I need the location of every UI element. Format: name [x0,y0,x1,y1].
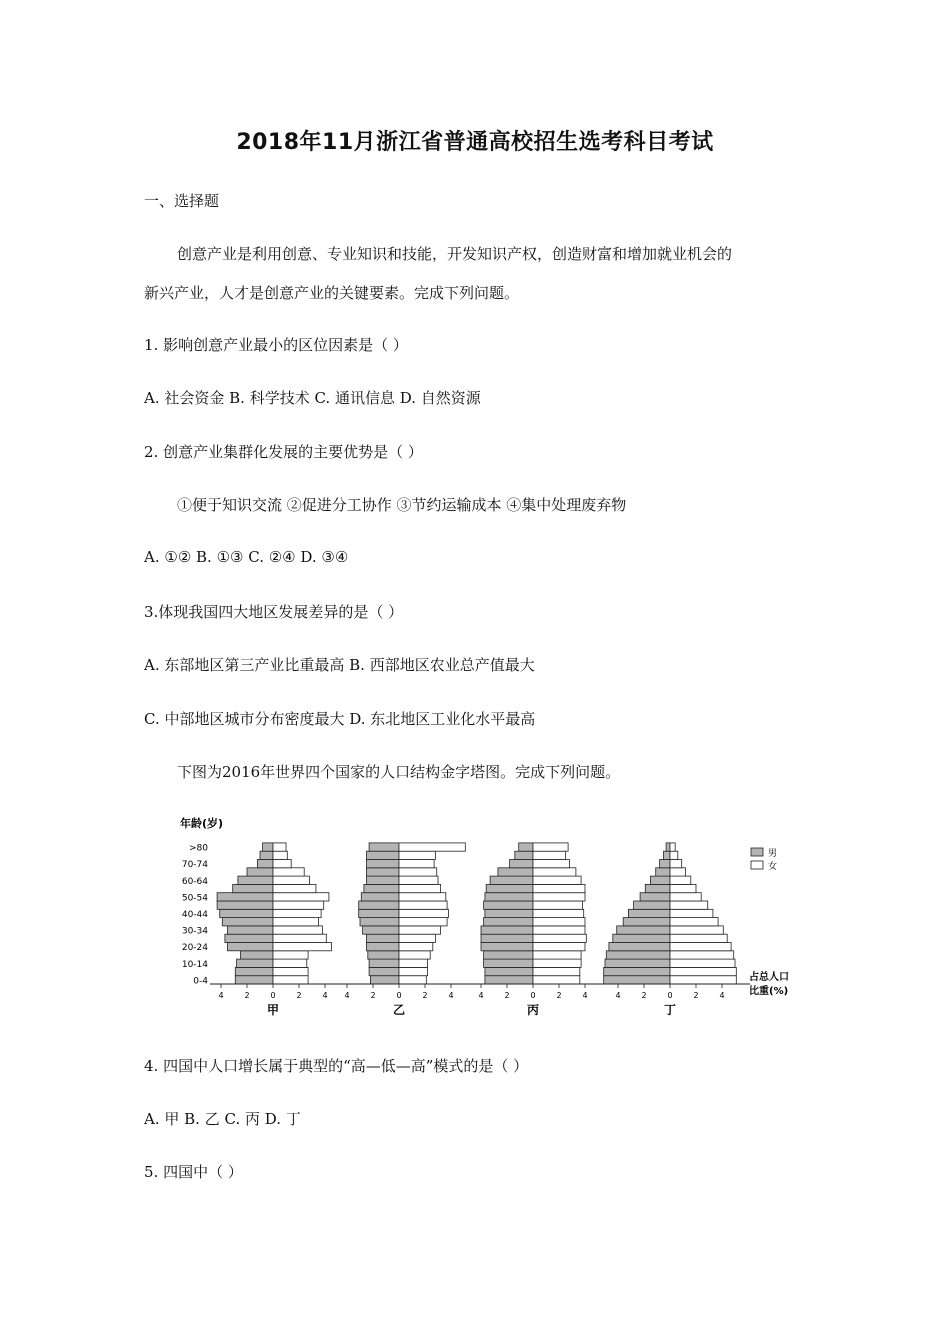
male-bar [510,860,533,868]
female-bar [273,868,304,876]
female-bar [399,918,447,926]
female-bar [670,860,682,868]
male-bar [481,934,533,942]
male-bar [609,943,670,951]
female-bar [533,918,585,926]
x-tick-label: 4 [582,991,588,1000]
female-bar [399,876,438,884]
female-bar [273,843,286,851]
question-2-items: ①便于知识交流 ②促进分工协作 ③节约运输成本 ④集中处理废弃物 [177,496,627,514]
female-bar [273,876,309,884]
male-bar [617,926,670,934]
legend-male-label: 男 [768,849,778,859]
age-tick-label: >80 [189,843,208,854]
female-bar [399,967,428,975]
male-bar [368,951,399,959]
female-bar [399,959,428,967]
female-bar [533,884,585,892]
page-title: 2018年11月浙江省普通高校招生选考科目考试 [236,130,714,155]
female-bar [273,926,322,934]
female-bar [670,951,734,959]
question-3-options-row-1: A. 东部地区第三产业比重最高 B. 西部地区农业总产值最大 [144,656,535,674]
question-1-options: A. 社会资金 B. 科学技术 C. 通讯信息 D. 自然资源 [144,389,481,407]
male-bar [484,901,533,909]
male-bar [263,843,273,851]
female-bar [533,951,581,959]
y-axis-title: 年龄(岁) [180,817,224,830]
male-bar [490,876,533,884]
female-bar [273,918,319,926]
female-bar [273,951,308,959]
male-bar [485,976,533,984]
male-bar [485,909,533,917]
x-tick-label: 2 [422,991,428,1000]
population-pyramid-chart [140,808,820,1028]
x-axis-title-line-1: 占总人口 [749,972,789,983]
male-bar [228,926,274,934]
male-bar [484,951,533,959]
female-bar [533,926,585,934]
female-bar [670,901,708,909]
male-bar [217,901,273,909]
male-bar [485,967,533,975]
male-bar [228,943,274,951]
female-bar [533,909,584,917]
male-bar [623,918,670,926]
male-bar [369,959,399,967]
female-bar [399,893,446,901]
female-bar [273,909,321,917]
female-bar [533,851,566,859]
question-1-stem: 1. 影响创意产业最小的区位因素是（ ） [144,336,408,354]
x-tick-label: 2 [693,991,699,1000]
female-bar [399,843,465,851]
intro-paragraph-line-1: 创意产业是利用创意、专业知识和技能，开发知识产权，创造财富和增加就业机会的 [177,245,733,263]
x-tick-label: 2 [370,991,376,1000]
x-tick-label: 2 [296,991,302,1000]
female-bar [399,851,435,859]
male-bar [604,976,670,984]
x-tick-label: 2 [641,991,647,1000]
female-bar [399,926,441,934]
country-label: 乙 [392,1003,406,1017]
age-tick-label: 60-64 [181,876,208,887]
female-bar [533,959,581,967]
female-bar [670,893,701,901]
male-bar [628,909,670,917]
female-bar [273,976,308,984]
male-bar [225,934,273,942]
male-bar [360,918,399,926]
female-bar [670,976,736,984]
country-label: 丙 [526,1003,540,1017]
female-bar [533,943,585,951]
intro-paragraph-line-2: 新兴产业，人才是创意产业的关键要素。完成下列问题。 [144,284,520,302]
population-pyramid-svg [140,808,820,1028]
x-tick-label: 0 [667,991,673,1000]
male-bar [515,851,533,859]
question-2-stem: 2. 创意产业集群化发展的主要优势是（ ） [144,443,423,461]
male-bar [481,943,533,951]
question-3-stem: 3.体现我国四大地区发展差异的是（ ） [144,603,404,621]
male-bar [498,868,533,876]
male-bar [664,851,671,859]
female-bar [670,967,736,975]
x-tick-label: 4 [719,991,725,1000]
female-bar [273,851,287,859]
male-bar [484,959,533,967]
female-bar [273,967,308,975]
female-bar [533,860,569,868]
female-bar [399,860,434,868]
female-bar [533,868,576,876]
legend-female-label: 女 [768,862,778,872]
x-tick-label: 4 [322,991,328,1000]
age-tick-label: 50-54 [181,893,208,904]
male-bar [367,860,400,868]
question-5-stem: 5. 四国中（ ） [144,1163,243,1181]
male-bar [220,909,273,917]
female-bar [533,976,580,984]
female-bar [273,860,291,868]
male-bar [666,843,670,851]
female-bar [533,876,581,884]
x-axis-title-line-2: 比重(%) [749,986,789,997]
female-bar [273,884,316,892]
male-bar [484,918,533,926]
female-bar [670,843,675,851]
male-bar [260,851,273,859]
age-tick-label: 70-74 [181,860,208,871]
male-bar [367,868,400,876]
female-bar [670,909,713,917]
male-bar [233,884,273,892]
x-tick-label: 4 [448,991,454,1000]
female-bar [670,943,731,951]
female-bar [533,934,586,942]
x-tick-label: 4 [615,991,621,1000]
female-bar [399,943,433,951]
x-tick-label: 2 [504,991,510,1000]
male-bar [363,926,399,934]
female-bar [399,934,435,942]
male-bar [606,951,670,959]
chart-intro: 下图为2016年世界四个国家的人口结构金字塔图。完成下列问题。 [177,763,621,781]
section-heading: 一、选择题 [144,192,220,210]
male-bar [238,876,273,884]
male-bar [367,851,400,859]
female-bar [670,851,678,859]
male-bar [634,901,670,909]
female-bar [399,868,437,876]
female-bar [399,909,448,917]
age-tick-label: 40-44 [181,909,208,920]
male-bar [613,934,670,942]
female-bar [273,893,329,901]
male-bar [237,959,273,967]
x-tick-label: 2 [244,991,250,1000]
age-tick-label: 10-14 [181,959,208,970]
male-bar [481,926,533,934]
male-bar [651,876,671,884]
female-bar [399,976,426,984]
female-bar [533,901,582,909]
age-tick-label: 0-4 [193,976,208,987]
male-bar [361,893,399,901]
male-bar [485,893,533,901]
male-bar [605,959,670,967]
female-bar [533,893,585,901]
female-bar [670,868,686,876]
x-tick-label: 4 [218,991,224,1000]
female-bar [273,934,326,942]
male-bar [367,876,400,884]
country-label: 丁 [663,1003,677,1017]
male-bar [235,967,273,975]
male-bar [247,868,273,876]
female-bar [273,943,332,951]
male-bar [369,967,399,975]
female-bar [399,884,441,892]
legend-female-swatch [751,861,763,869]
x-tick-label: 4 [478,991,484,1000]
male-bar [640,893,670,901]
female-bar [399,901,447,909]
male-bar [660,860,670,868]
female-bar [670,884,696,892]
male-bar [369,843,399,851]
male-bar [217,893,273,901]
age-tick-label: 30-34 [181,926,208,937]
female-bar [670,918,718,926]
age-tick-label: 20-24 [181,943,208,954]
female-bar [533,967,580,975]
x-tick-label: 4 [344,991,350,1000]
country-label: 甲 [266,1003,280,1017]
male-bar [257,860,273,868]
female-bar [533,843,568,851]
male-bar [359,901,399,909]
legend-male-swatch [751,848,763,856]
male-bar [486,884,533,892]
male-bar [367,934,400,942]
x-tick-label: 2 [556,991,562,1000]
x-tick-label: 0 [530,991,536,1000]
male-bar [656,868,670,876]
female-bar [273,959,307,967]
female-bar [670,876,691,884]
male-bar [222,918,273,926]
x-tick-label: 0 [396,991,402,1000]
male-bar [241,951,274,959]
question-2-options: A. ①② B. ①③ C. ②④ D. ③④ [144,548,349,566]
question-4-options: A. 甲 B. 乙 C. 丙 D. 丁 [144,1110,301,1128]
x-tick-label: 0 [270,991,276,1000]
question-4-stem: 4. 四国中人口增长属于典型的“高—低—高”模式的是（ ） [144,1057,529,1075]
male-bar [367,943,400,951]
male-bar [370,976,399,984]
male-bar [604,967,670,975]
female-bar [399,951,430,959]
male-bar [519,843,533,851]
female-bar [670,934,727,942]
question-3-options-row-2: C. 中部地区城市分布密度最大 D. 东北地区工业化水平最高 [144,710,536,728]
female-bar [273,901,324,909]
male-bar [364,884,399,892]
male-bar [645,884,670,892]
female-bar [670,926,723,934]
male-bar [359,909,399,917]
female-bar [670,959,735,967]
male-bar [235,976,273,984]
